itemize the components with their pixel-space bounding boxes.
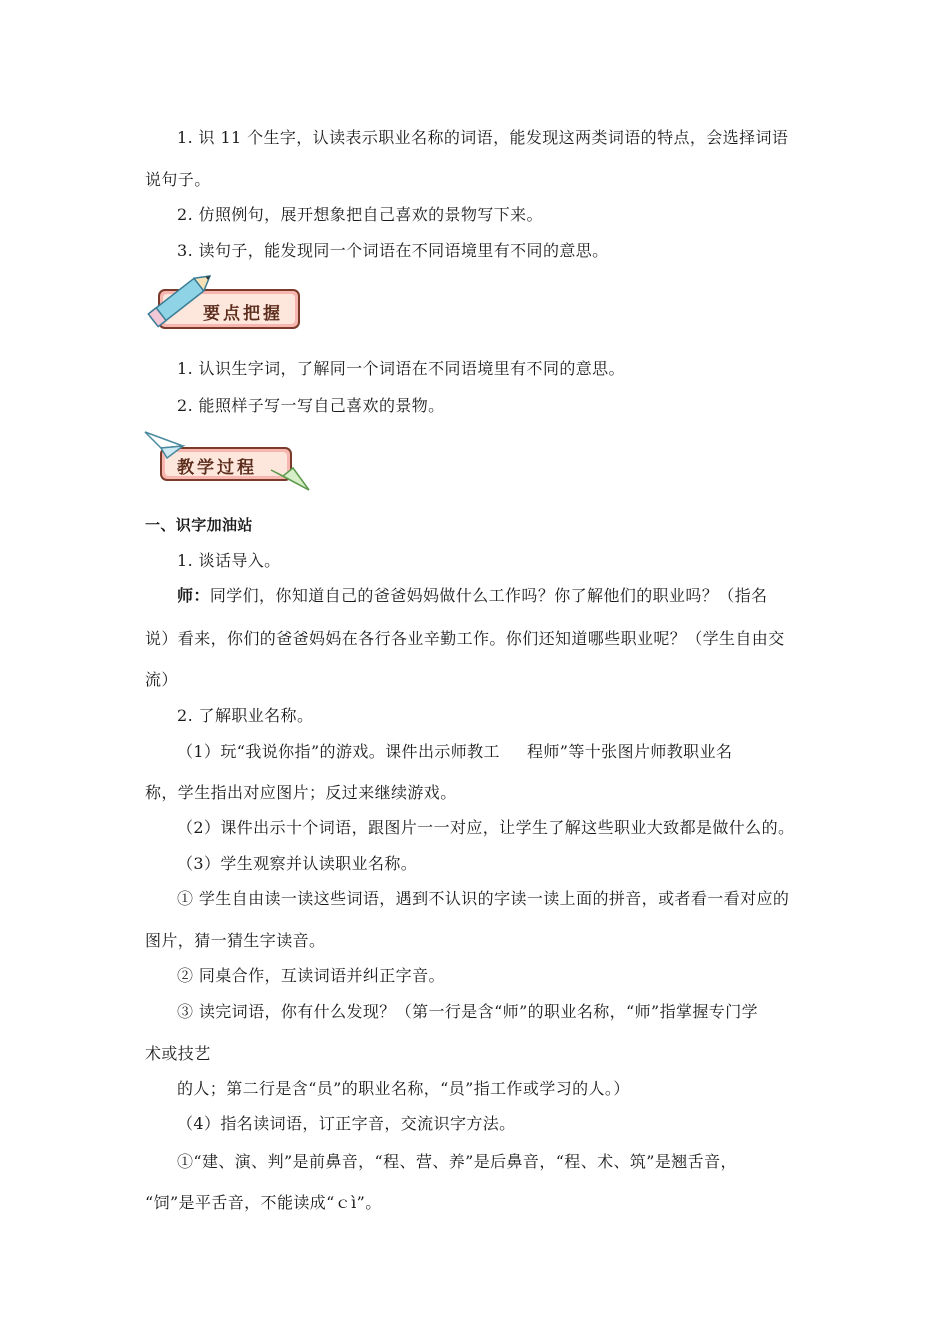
item-1: 1. 谈话导入。 — [177, 551, 281, 570]
item-2: 2. 了解职业名称。 — [177, 706, 314, 725]
teacher-text-1: 同学们，你知道自己的爸爸妈妈做什么工作吗？你了解他们的职业吗？（指名 — [209, 586, 768, 605]
sub-4: （4）指名读词语，订正字音，交流识字方法。 — [177, 1114, 516, 1133]
goal-1-line-2: 说句子。 — [145, 170, 211, 189]
key-point-2: 2. 能照样子写一写自己喜欢的景物。 — [177, 396, 445, 415]
sub-1-line-1b: 程师”等十张图片师教职业名 — [527, 742, 733, 761]
teacher-line-3: 流） — [145, 670, 178, 689]
pronunciation-line-2: “饲”是平舌音，不能读成“ｃì”。 — [145, 1193, 382, 1212]
teaching-process-badge-label: 教学过程 — [177, 458, 257, 478]
circle-3-line-2: 术或技艺 — [145, 1044, 211, 1063]
teacher-label: 师： — [177, 586, 210, 605]
goal-3: 3. 读句子，能发现同一个词语在不同语境里有不同的意思。 — [177, 241, 609, 260]
key-points-badge-label: 要点把握 — [203, 304, 283, 324]
key-point-1: 1. 认识生字词，了解同一个词语在不同语境里有不同的意思。 — [177, 359, 625, 378]
sub-1-line-1a: （1）玩“我说你指”的游戏。课件出示师教工 — [177, 742, 500, 761]
pronunciation-line-1: ①“建、演、判”是前鼻音，“程、营、养”是后鼻音，“程、术、筑”是翘舌音， — [177, 1152, 737, 1171]
sub-3: （3）学生观察并认读职业名称。 — [177, 854, 418, 873]
teaching-process-badge — [143, 424, 313, 494]
sub-1-line-2: 称，学生指出对应图片；反过来继续游戏。 — [145, 783, 457, 802]
circle-1-line-2: 图片，猜一猜生字读音。 — [145, 931, 326, 950]
teacher-line-2: 说）看来，你们的爸爸妈妈在各行各业辛勤工作。你们还知道哪些职业呢？（学生自由交 — [145, 629, 785, 648]
sub-2: （2）课件出示十个词语，跟图片一一对应，让学生了解这些职业大致都是做什么的。 — [177, 818, 795, 837]
section-1-title: 一、识字加油站 — [145, 516, 253, 534]
key-points-badge — [143, 272, 305, 334]
circle-3-line-3: 的人；第二行是含“员”的职业名称，“员”指工作或学习的人。） — [177, 1079, 630, 1098]
circle-3-line-1: ③ 读完词语，你有什么发现？（第一行是含“师”的职业名称，“师”指掌握专门学 — [177, 1002, 759, 1021]
circle-2: ② 同桌合作，互读词语并纠正字音。 — [177, 966, 445, 985]
teacher-line-1 — [177, 586, 767, 606]
circle-1-line-1: ① 学生自由读一读这些词语，遇到不认识的字读一读上面的拼音，或者看一看对应的 — [177, 889, 790, 908]
goal-2: 2. 仿照例句，展开想象把自己喜欢的景物写下来。 — [177, 205, 543, 224]
goal-1-line-1: 1. 识 11 个生字，认读表示职业名称的词语，能发现这两类词语的特点，会选择词语 — [177, 128, 789, 147]
